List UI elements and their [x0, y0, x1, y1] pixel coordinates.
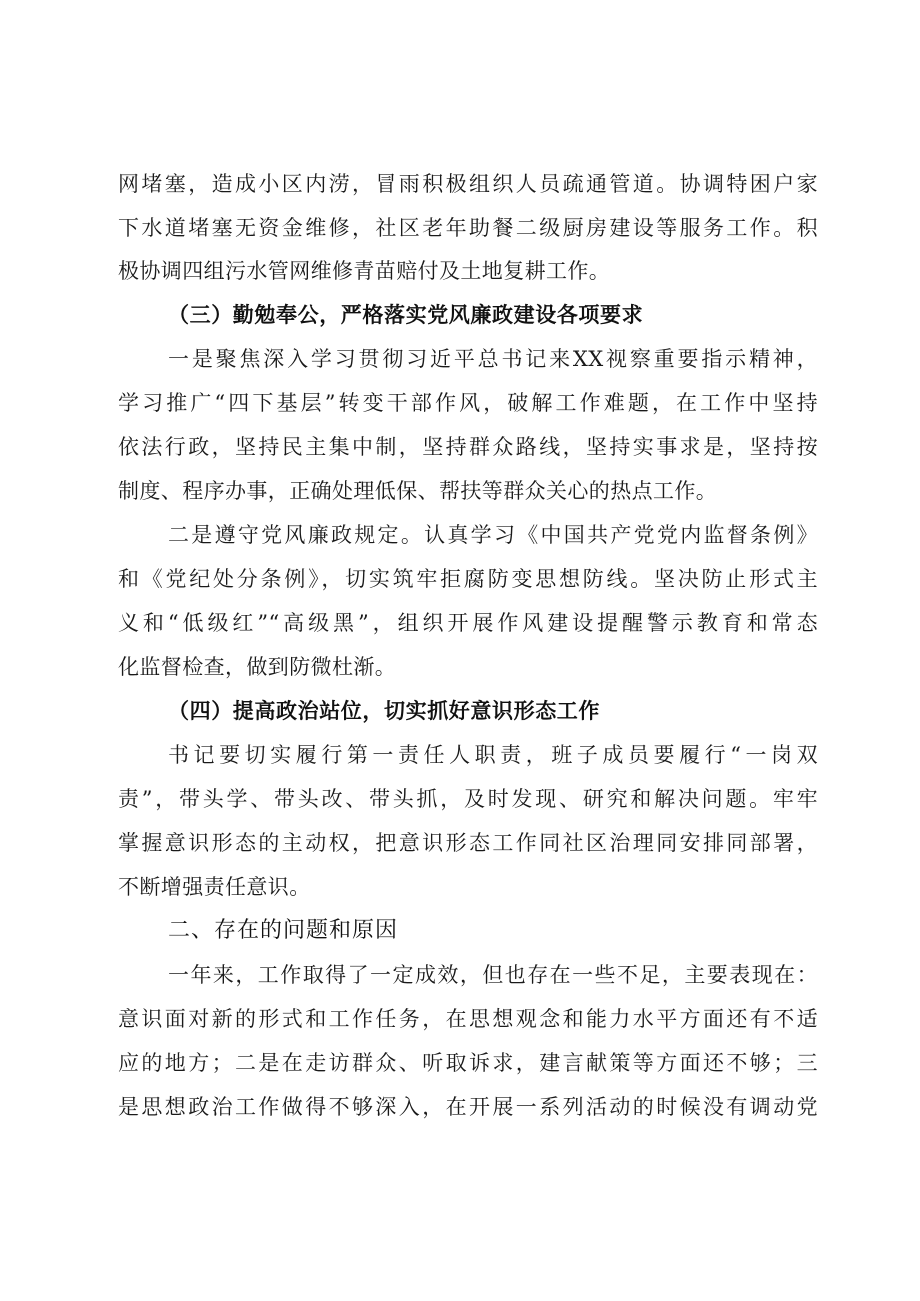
paragraph-line: 一年来，工作取得了一定成效，但也存在一些不足，主要表现在： [168, 963, 818, 987]
paragraph-line: 下水道堵塞无资金维修，社区老年助餐二级厨房建设等服务工作。积 [118, 216, 818, 240]
paragraph-line: 制度、程序办事，正确处理低保、帮扶等群众关心的热点工作。 [118, 479, 718, 503]
paragraph-line: 书记要切实履行第一责任人职责，班子成员要履行“一岗双 [168, 743, 818, 767]
section-title-2: 二、存在的问题和原因 [168, 918, 399, 943]
paragraph-line: 二是遵守党风廉政规定。认真学习《中国共产党党内监督条例》 [168, 523, 818, 547]
subsection-heading-4: （四）提高政治站位，切实抓好意识形态工作 [168, 699, 600, 723]
paragraph-line: 责”，带头学、带头改、带头抓，及时发现、研究和解决问题。牢牢 [118, 787, 818, 811]
paragraph-line: 和《党纪处分条例》，切实筑牢拒腐防变思想防线。坚决防止形式主 [118, 567, 818, 591]
paragraph-line: 是思想政治工作做得不够深入，在开展一系列活动的时候没有调动党 [118, 1095, 818, 1119]
paragraph-line: 极协调四组污水管网维修青苗赔付及土地复耕工作。 [118, 259, 611, 283]
paragraph-line: 学习推广“四下基层”转变干部作风，破解工作难题，在工作中坚持 [118, 391, 818, 415]
paragraph-line: 化监督检查，做到防微杜渐。 [118, 655, 397, 679]
paragraph-line: 不断增强责任意识。 [118, 875, 311, 899]
paragraph-line: 义和“低级红”“高级黑”，组织开展作风建设提醒警示教育和常态 [118, 611, 818, 635]
paragraph-line: 依法行政，坚持民主集中制，坚持群众路线，坚持实事求是，坚持按 [118, 435, 818, 459]
paragraph-line: 意识面对新的形式和工作任务，在思想观念和能力水平方面还有不适 [118, 1007, 818, 1031]
paragraph-line: 掌握意识形态的主动权，把意识形态工作同社区治理同安排同部署， [118, 831, 818, 855]
subsection-heading-3: （三）勤勉奉公，严格落实党风廉政建设各项要求 [168, 303, 644, 327]
paragraph-line: 一是聚焦深入学习贯彻习近平总书记来XX视察重要指示精神， [168, 347, 818, 371]
paragraph-line: 网堵塞，造成小区内涝，冒雨积极组织人员疏通管道。协调特困户家 [118, 172, 818, 196]
paragraph-line: 应的地方；二是在走访群众、听取诉求，建言献策等方面还不够；三 [118, 1051, 818, 1075]
